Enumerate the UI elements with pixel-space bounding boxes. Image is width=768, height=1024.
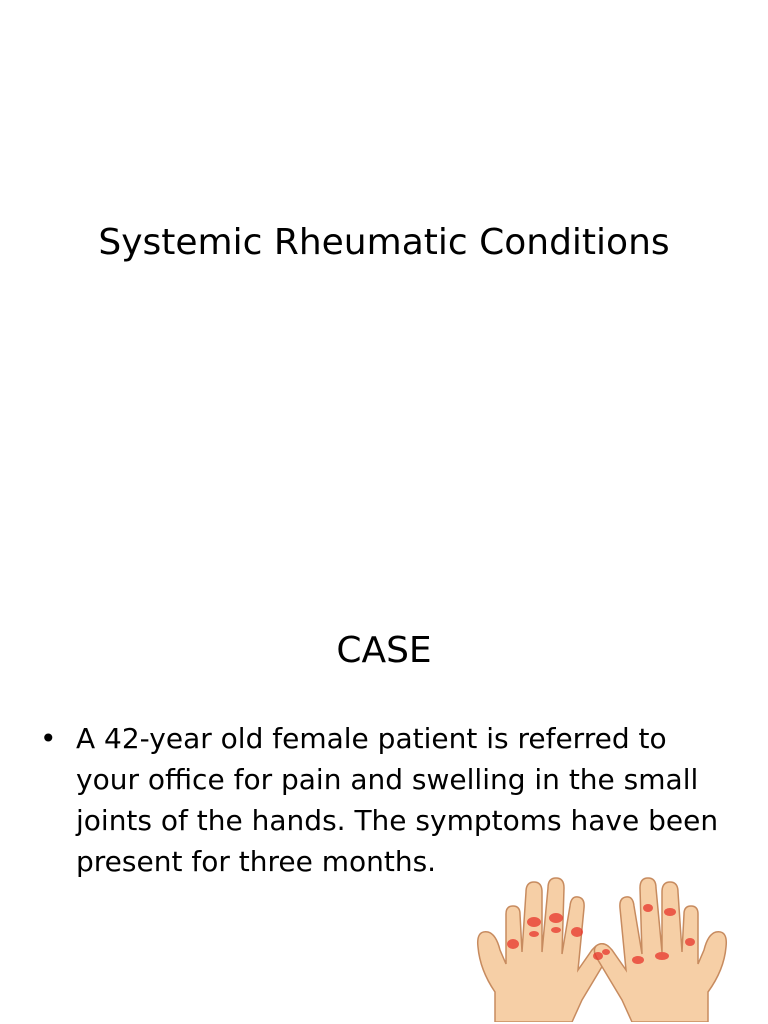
inflamed-joint — [549, 913, 563, 923]
inflamed-joint — [593, 952, 603, 960]
inflamed-joint — [527, 917, 541, 927]
inflamed-joint — [685, 938, 695, 946]
inflamed-joint — [664, 908, 676, 916]
inflamed-joint — [529, 931, 539, 937]
bullet-icon: • — [40, 722, 57, 755]
inflamed-joint — [551, 927, 561, 933]
inflamed-joint — [602, 949, 610, 955]
inflamed-joint — [571, 927, 583, 937]
bullet-text: A 42-year old female patient is referred to your office for pain and swelling in the small joints of the hands. The symptoms have been present for three months. — [76, 722, 719, 878]
inflamed-joint — [632, 956, 644, 964]
slide-title: Systemic Rheumatic Conditions — [98, 222, 670, 263]
inflamed-joint — [507, 939, 519, 949]
inflamed-joint — [655, 952, 669, 960]
right-hand — [594, 878, 726, 1022]
left-hand — [478, 878, 610, 1022]
inflamed-joint — [643, 904, 653, 912]
case-slide — [0, 512, 768, 1024]
inflamed-hands-illustration — [440, 852, 740, 1022]
case-heading: CASE — [336, 630, 432, 671]
